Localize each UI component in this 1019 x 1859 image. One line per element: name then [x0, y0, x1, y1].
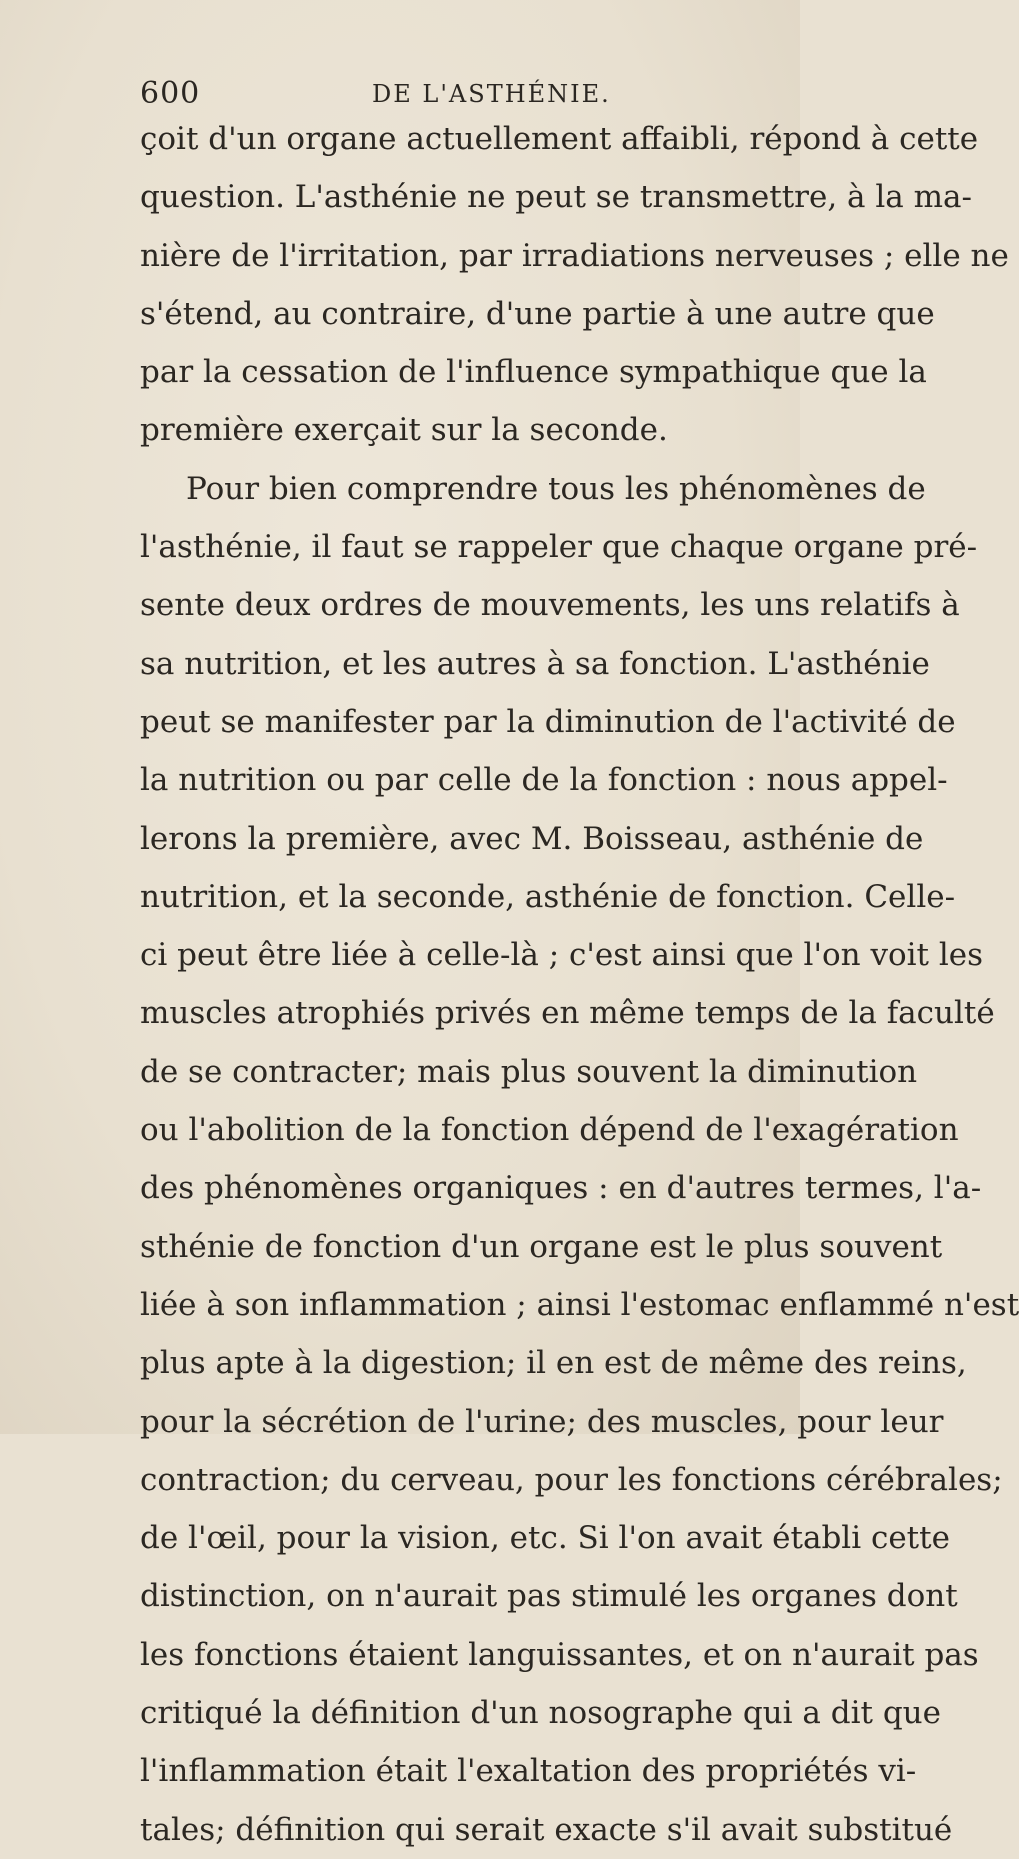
text-line: liée à son inflammation ; ainsi l'estomac enflammé n'est	[140, 1286, 1019, 1323]
text-line: Pour bien comprendre tous les phénomènes de	[186, 470, 926, 507]
text-line: sente deux ordres de mouvements, les uns relatifs à	[140, 587, 960, 624]
text-line: peut se manifester par la diminution de l'activité de	[140, 703, 956, 740]
text-line: nière de l'irritation, par irradiations nerveuses ; elle ne	[140, 237, 1009, 274]
text-line: sa nutrition, et les autres à sa fonction. L'asthénie	[140, 645, 930, 682]
text-line: l'asthénie, il faut se rappeler que chaque organe pré-	[140, 529, 978, 566]
text-line: ci peut être liée à celle-là ; c'est ainsi que l'on voit les	[140, 937, 984, 974]
text-line: s'étend, au contraire, d'une partie à une autre que	[140, 295, 935, 332]
text-line: critiqué la définition d'un nosographe qui a dit que	[140, 1695, 941, 1732]
text-line: question. L'asthénie ne peut se transmettre, à la ma-	[140, 179, 972, 216]
text-line: première exerçait sur la seconde.	[140, 412, 668, 449]
text-line: des phénomènes organiques : en d'autres termes, l'a-	[140, 1170, 982, 1207]
page-number: 600	[140, 76, 201, 111]
running-title: DE L'ASTHÉNIE.	[372, 80, 611, 108]
text-line: muscles atrophiés privés en même temps de la faculté	[140, 995, 995, 1032]
text-line: de se contracter; mais plus souvent la diminution	[140, 1053, 918, 1090]
text-line: pour la sécrétion de l'urine; des muscles, pour leur	[140, 1403, 944, 1440]
text-line: nutrition, et la seconde, asthénie de fonction. Celle-	[140, 878, 956, 915]
text-line: distinction, on n'aurait pas stimulé les organes dont	[140, 1578, 958, 1615]
text-line: de l'œil, pour la vision, etc. Si l'on avait établi cette	[140, 1520, 950, 1557]
text-line: par la cessation de l'influence sympathique que la	[140, 354, 927, 391]
text-line: la nutrition ou par celle de la fonction : nous appel-	[140, 762, 948, 799]
text-line: les fonctions étaient languissantes, et on n'aurait pas	[140, 1636, 979, 1673]
text-line: tales; définition qui serait exacte s'il avait substitué	[140, 1811, 953, 1848]
text-line: çoit d'un organe actuellement affaibli, répond à cette	[140, 121, 979, 157]
text-line: contraction; du cerveau, pour les fonctions cérébrales;	[140, 1461, 1003, 1498]
text-line: l'inflammation était l'exaltation des propriétés vi-	[140, 1753, 917, 1790]
text-line: sthénie de fonction d'un organe est le plus souvent	[140, 1228, 943, 1265]
text-line: lerons la première, avec M. Boisseau, asthénie de	[140, 820, 924, 857]
text-line: ou l'abolition de la fonction dépend de l'exagération	[140, 1112, 959, 1149]
text-line: plus apte à la digestion; il en est de même des reins,	[140, 1345, 967, 1382]
body-text	[140, 110, 1019, 1859]
